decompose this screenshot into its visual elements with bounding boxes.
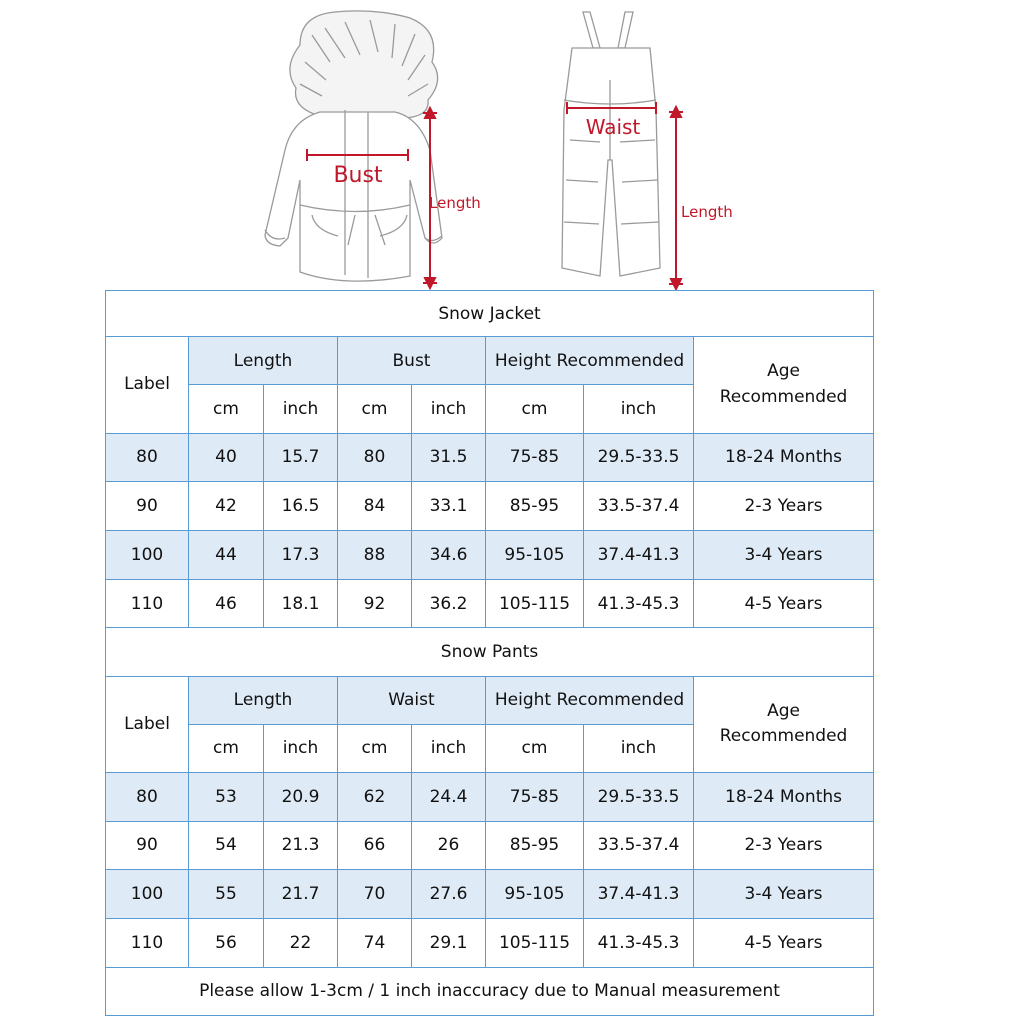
unit-cell: inch bbox=[264, 724, 338, 772]
table-cell: 55 bbox=[189, 870, 264, 919]
table-cell: 18.1 bbox=[264, 579, 338, 628]
table-cell: 29.5-33.5 bbox=[584, 772, 694, 821]
table-cell: 95-105 bbox=[486, 530, 584, 579]
table-cell: 27.6 bbox=[412, 870, 486, 919]
table-cell: 80 bbox=[338, 433, 412, 482]
table-cell: 37.4-41.3 bbox=[584, 870, 694, 919]
table-row bbox=[106, 772, 874, 821]
jacket-section bbox=[106, 291, 874, 628]
unit-cell: cm bbox=[338, 724, 412, 772]
table-cell: 70 bbox=[338, 870, 412, 919]
table-cell: 62 bbox=[338, 772, 412, 821]
pants-body bbox=[562, 48, 660, 276]
table-cell: 33.1 bbox=[412, 482, 486, 531]
table-cell: 74 bbox=[338, 919, 412, 968]
size-chart-table bbox=[105, 290, 874, 1016]
table-row bbox=[106, 919, 874, 968]
table-row bbox=[106, 482, 874, 531]
unit-cell: inch bbox=[584, 385, 694, 433]
table-cell: 41.3-45.3 bbox=[584, 919, 694, 968]
table-cell: 105-115 bbox=[486, 919, 584, 968]
table-cell: 4-5 Years bbox=[694, 919, 874, 968]
table-cell: 18-24 Months bbox=[694, 772, 874, 821]
measurement-note: Please allow 1-3cm / 1 inch inaccuracy due to Manual measurement bbox=[106, 967, 874, 1015]
unit-cell: cm bbox=[486, 385, 584, 433]
bust-label: Bust bbox=[333, 163, 383, 188]
jacket-bust-header: Bust bbox=[338, 337, 486, 385]
jacket-height-header: Height Recommended bbox=[486, 337, 694, 385]
table-cell: 3-4 Years bbox=[694, 530, 874, 579]
jacket-label-header: Label bbox=[106, 337, 189, 433]
table-cell: 110 bbox=[106, 919, 189, 968]
table-cell: 3-4 Years bbox=[694, 870, 874, 919]
table-cell: 105-115 bbox=[486, 579, 584, 628]
table-cell: 56 bbox=[189, 919, 264, 968]
table-cell: 29.5-33.5 bbox=[584, 433, 694, 482]
table-cell: 24.4 bbox=[412, 772, 486, 821]
waist-label: Waist bbox=[585, 115, 641, 139]
age-header-line-2: Recommended bbox=[719, 386, 848, 407]
table-cell: 34.6 bbox=[412, 530, 486, 579]
note-section bbox=[106, 967, 874, 1015]
age-header-line-1: Age bbox=[767, 361, 800, 382]
unit-cell: inch bbox=[412, 724, 486, 772]
jacket-table-title: Snow Jacket bbox=[106, 291, 874, 337]
jacket-drawing bbox=[265, 11, 442, 281]
table-cell: 90 bbox=[106, 482, 189, 531]
table-cell: 4-5 Years bbox=[694, 579, 874, 628]
table-cell: 2-3 Years bbox=[694, 482, 874, 531]
table-cell: 33.5-37.4 bbox=[584, 821, 694, 870]
age-header-line-1: Age bbox=[767, 700, 800, 721]
table-cell: 80 bbox=[106, 772, 189, 821]
table-cell: 95-105 bbox=[486, 870, 584, 919]
table-cell: 16.5 bbox=[264, 482, 338, 531]
unit-cell: cm bbox=[189, 385, 264, 433]
table-cell: 26 bbox=[412, 821, 486, 870]
table-cell: 20.9 bbox=[264, 772, 338, 821]
table-cell: 100 bbox=[106, 530, 189, 579]
jacket-length-label: Length bbox=[429, 194, 481, 212]
table-cell: 21.7 bbox=[264, 870, 338, 919]
table-row bbox=[106, 870, 874, 919]
unit-cell: cm bbox=[338, 385, 412, 433]
table-cell: 36.2 bbox=[412, 579, 486, 628]
table-row bbox=[106, 433, 874, 482]
unit-cell: cm bbox=[486, 724, 584, 772]
table-cell: 44 bbox=[189, 530, 264, 579]
fur-hood bbox=[290, 11, 438, 121]
table-cell: 2-3 Years bbox=[694, 821, 874, 870]
pants-drawing bbox=[562, 12, 660, 276]
table-cell: 75-85 bbox=[486, 772, 584, 821]
table-cell: 80 bbox=[106, 433, 189, 482]
pants-section bbox=[106, 628, 874, 967]
garment-illustrations bbox=[0, 0, 1024, 290]
table-cell: 88 bbox=[338, 530, 412, 579]
table-cell: 18-24 Months bbox=[694, 433, 874, 482]
pants-strap-right bbox=[618, 12, 633, 48]
table-cell: 53 bbox=[189, 772, 264, 821]
table-cell: 42 bbox=[189, 482, 264, 531]
table-row bbox=[106, 579, 874, 628]
unit-cell: inch bbox=[584, 724, 694, 772]
table-cell: 110 bbox=[106, 579, 189, 628]
table-cell: 21.3 bbox=[264, 821, 338, 870]
pants-table-title: Snow Pants bbox=[106, 628, 874, 676]
table-cell: 92 bbox=[338, 579, 412, 628]
table-row bbox=[106, 821, 874, 870]
table-cell: 75-85 bbox=[486, 433, 584, 482]
table-cell: 22 bbox=[264, 919, 338, 968]
table-cell: 31.5 bbox=[412, 433, 486, 482]
pants-height-header: Height Recommended bbox=[486, 676, 694, 724]
unit-cell: cm bbox=[189, 724, 264, 772]
table-cell: 15.7 bbox=[264, 433, 338, 482]
table-cell: 84 bbox=[338, 482, 412, 531]
pants-length-label: Length bbox=[681, 203, 733, 221]
pants-length-header: Length bbox=[189, 676, 338, 724]
table-cell: 85-95 bbox=[486, 482, 584, 531]
table-cell: 90 bbox=[106, 821, 189, 870]
table-cell: 46 bbox=[189, 579, 264, 628]
table-cell: 85-95 bbox=[486, 821, 584, 870]
jacket-body bbox=[265, 112, 442, 281]
table-cell: 37.4-41.3 bbox=[584, 530, 694, 579]
table-row bbox=[106, 530, 874, 579]
unit-cell: inch bbox=[264, 385, 338, 433]
table-cell: 54 bbox=[189, 821, 264, 870]
pants-strap-left bbox=[583, 12, 600, 48]
age-header-line-2: Recommended bbox=[719, 726, 848, 747]
table-cell: 40 bbox=[189, 433, 264, 482]
table-cell: 29.1 bbox=[412, 919, 486, 968]
table-cell: 41.3-45.3 bbox=[584, 579, 694, 628]
table-cell: 100 bbox=[106, 870, 189, 919]
pants-waist-header: Waist bbox=[338, 676, 486, 724]
table-cell: 17.3 bbox=[264, 530, 338, 579]
pants-age-header bbox=[694, 676, 874, 772]
pants-label-header: Label bbox=[106, 676, 189, 772]
jacket-length-header: Length bbox=[189, 337, 338, 385]
table-cell: 66 bbox=[338, 821, 412, 870]
table-cell: 33.5-37.4 bbox=[584, 482, 694, 531]
jacket-age-header bbox=[694, 337, 874, 433]
unit-cell: inch bbox=[412, 385, 486, 433]
